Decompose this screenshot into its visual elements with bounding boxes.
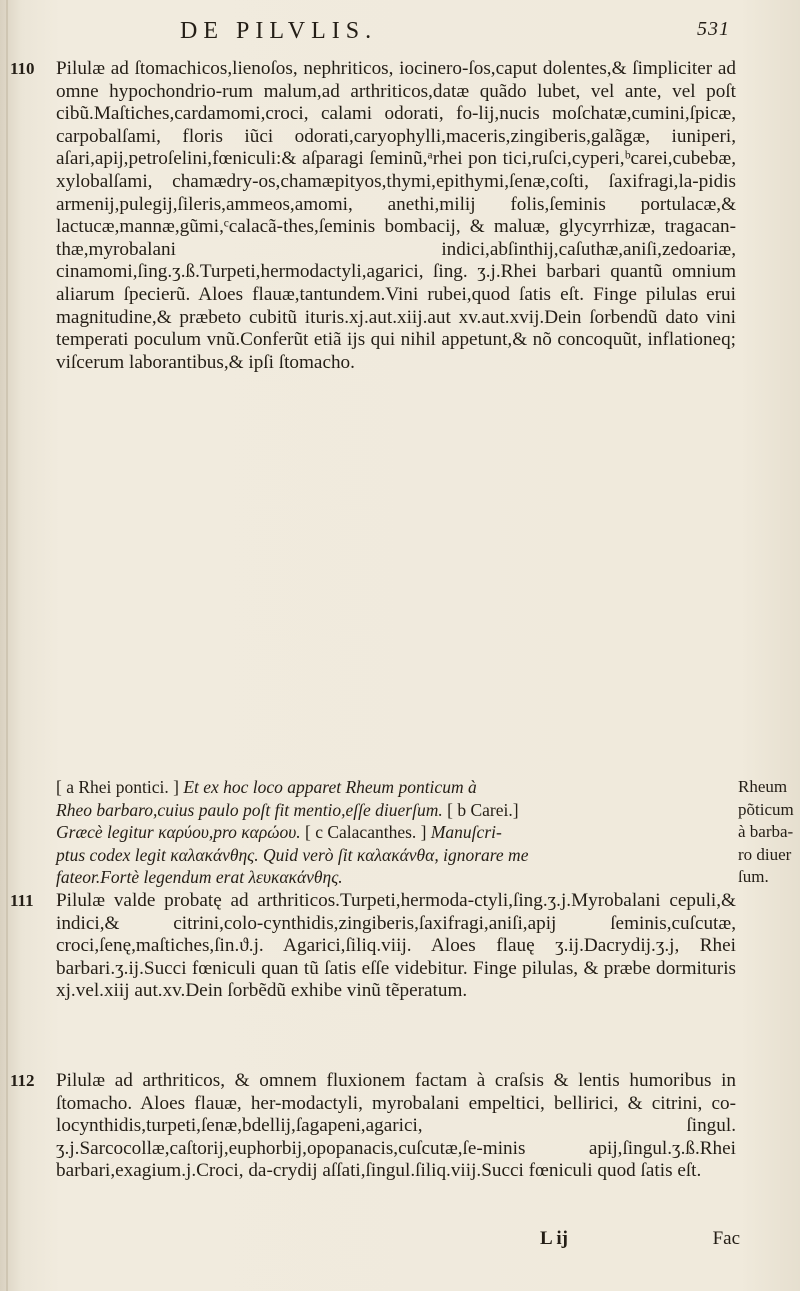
paragraph-112: [10, 1070, 736, 1183]
paragraph-number: 112: [10, 1071, 35, 1090]
paragraph-110: [10, 58, 736, 374]
annotation-block: [56, 776, 736, 889]
signature-mark: L ij: [540, 1228, 568, 1249]
catchword: Fac: [712, 1228, 740, 1249]
page-gutter: [6, 0, 8, 1291]
paragraph-111: [10, 890, 736, 1003]
annotation-line: ptus codex legit καλακάνθης. Quid verò ſit καλακάνθα, ignorare me: [56, 844, 529, 865]
running-title: DE PILVLIS.: [180, 18, 378, 44]
paragraph-text: Pilulæ ad ſtomachicos,lienoſos, nephriticos, iocinero-ſos,caput dolentes,& ſimpliciter ad omne hypochondrio-rum malum,ad arthriticos,datæ quãdo lubet, vel ante, vel poſt cibũ.Maſtiches,cardamomi,croci, calami odorati, fo-lij,nucis moſchatæ,cumini,ſpicæ, carpobalſami, floris iũci odorati,caryophylli,maceris,zingiberis,galãgæ, iuniperi, aſari,apij,petroſelini,fœniculi:& aſparagi ſeminũ,ᵃrhei pon tici,ruſci,cyperi,ᵇcarei,cubebæ, xylobalſami, chamædry-os,chamæpityos,thymi,epithymi,ſenæ,coſti, ſaxifragi,la-pidis armenij,pulegij,ſileris,ammeos,amomi, anethi,milij folis,ſeminis portulacæ,& lactucæ,mannæ,gũmi,ᶜcalacã-thes,ſeminis bombacij, & maluæ, glycyrrhizæ, tragacan-thæ,myrobalani indici,abſinthij,caſuthæ,aniſi,zedoariæ, cinamomi,ſing.ʒ.ß.Turpeti,hermodactyli,agarici, ſing. ʒ.j.Rhei barbari quantũ omnium aliarum ſpecierũ. Aloes flauæ,tantundem.Vini rubei,quod ſatis eſt. Finge pilulas erui magnitudine,& præbeto cubitũ ituris.xj.aut.xiij.aut xv.aut.xvij.Dein ſorbendũ dato vini temperati poculum vnũ.Conferũt etiã ijs qui nihil appetunt,& nõ concoquũt, inflationeq; viſcerum laborantibus,& ipſi ſtomacho.: [56, 58, 736, 373]
page-header: [150, 14, 730, 46]
paragraph-number: 110: [10, 59, 35, 78]
annotation-bracket: [ c Calacanthes. ]: [305, 822, 427, 843]
paragraph-number: 111: [10, 891, 34, 910]
annotation-line: fateor.Fortè legendum erat λευκακάνθης.: [56, 867, 343, 888]
page-footer: [540, 1228, 740, 1254]
annotation-line: Rheo barbaro,cuius paulo poſt fit mentio,eſſe diuerſum. [ b Carei.]: [56, 799, 519, 820]
paragraph-text: Pilulæ ad arthriticos, & omnem fluxionem factam à craſsis & lentis humoribus in ſtomacho. Aloes flauæ, her-modactyli, myrobalani empeltici, bellirici, & citrini, co-locynthidis,turpeti,ſenæ,bdellij,ſagapeni,agarici, ſingul. ʒ.j.Sarcocollæ,caſtorij,euphorbij,opopanacis,cuſcutæ,ſe-minis apij,ſingul.ʒ.ß.Rhei barbari,exagium.j.Croci, da-crydij aſſati,ſingul.ſiliq.viij.Succi fœniculi quod ſatis eſt.: [56, 1070, 736, 1182]
margin-note: Rheum põticum à barba- ro diuer ſum.: [738, 777, 794, 887]
annotation-line: Græcè legitur καρύου,pro καρώου. [ c Calacanthes. ] Manuſcri-: [56, 822, 502, 843]
annotation-bracket: [ b Carei.]: [447, 799, 519, 820]
paragraph-text: Pilulæ valde probatę ad arthriticos.Turpeti,hermoda-ctyli,ſing.ʒ.j.Myrobalani cepuli,& indici,& citrini,colo-cynthidis,zingiberis,ſaxifragi,aniſi,apij ſeminis,cuſcutæ, croci,ſenę,maſtiches,ſin.ϑ.j. Agarici,ſiliq.viij. Aloes flauę ʒ.ij.Dacrydij.ʒ.j, Rhei barbari.ʒ.ij.Succi fœniculi quan tũ ſatis eſſe videbitur. Finge pilulas, & præbe dormituris xj.vel.xiij aut.xv.Dein ſorbẽdũ exhibe vinũ tẽperatum.: [56, 890, 736, 1002]
annotation-bracket: [ a Rhei pontici. ]: [56, 777, 179, 797]
annotation-line: [ a Rhei pontici. ] Et ex hoc loco apparet Rheum ponticum à: [56, 777, 477, 797]
page-number: 531: [697, 18, 730, 40]
